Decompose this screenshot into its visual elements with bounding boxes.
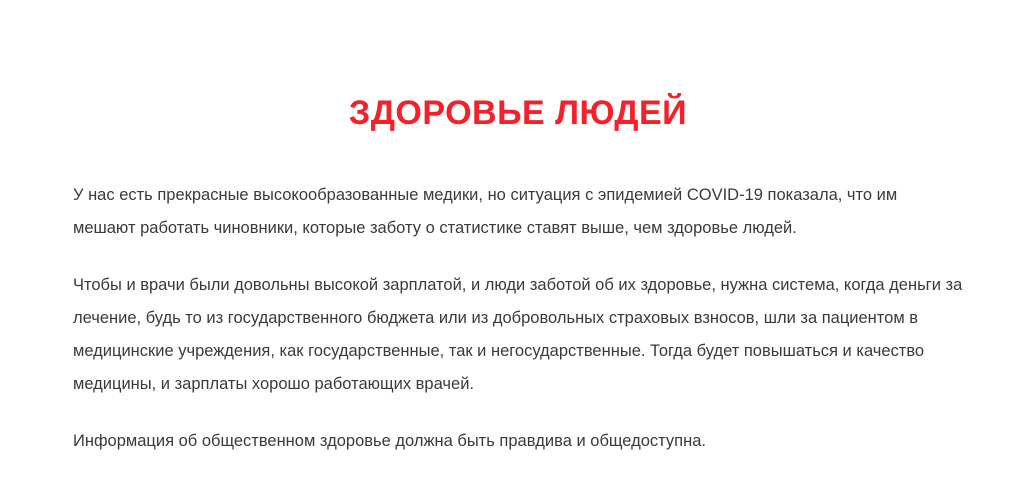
page-title: ЗДОРОВЬЕ ЛЮДЕЙ	[348, 94, 688, 132]
body-paragraph-2: Чтобы и врачи были довольны высокой зарплатой, и люди заботой об их здоровье, нужна система, когда деньги за лечение, будь то из государственного бюджета или из добровольных страховых взносов, шли за пациентом в медицинские учреждения, как государственные, так и негосударственные. Тогда будет повышаться и качество медицины, и зарплаты хорошо работающих врачей.	[73, 276, 963, 393]
body-paragraph-3: Информация об общественном здоровье должна быть правдива и общедоступна.	[73, 432, 706, 450]
article-content	[73, 92, 963, 458]
body-paragraph-1: У нас есть прекрасные высокообразованные медики, но ситуация с эпидемией COVID-19 показала, что им мешают работать чиновники, которые заботу о статистике ставят выше, чем здоровье людей.	[73, 186, 898, 237]
